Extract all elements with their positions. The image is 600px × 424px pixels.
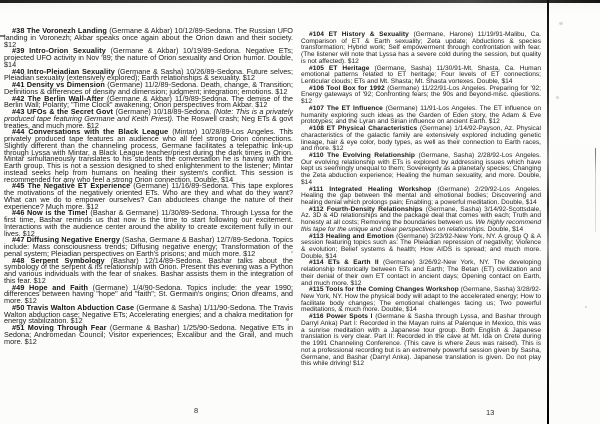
entry-title: #43 UFOs & the Secret Govt xyxy=(12,107,116,116)
catalog-entry xyxy=(4,109,293,129)
catalog-entry xyxy=(301,234,541,261)
entry-title: #51 Moving Through Fear xyxy=(12,323,110,332)
entry-description: (Germane) 2/29/92-Los Angeles. Healing the gap between the mental and emotional bodies; Discovering and healing denial which prolongs pain; Enabling; a powerful meditation. Double, $14 xyxy=(301,185,541,206)
left-page-column xyxy=(4,28,293,345)
scan-artifact xyxy=(595,148,596,232)
entry-title: #107 The ET Influence xyxy=(309,104,386,112)
entry-description: (Germane & Bashar) 1/25/90-Sedona. Negative ETs in Sedona; Andromedan Council; Visitor experiences; Excalibur and the Grail, and much more. $12 xyxy=(4,323,294,346)
catalog-entry xyxy=(301,314,541,368)
page-edge-line xyxy=(547,0,549,424)
entry-description: (Mintar) 10/28/89-Los Angeles. This privately produced tape features an audience who all feel strong Orion connections. Slightly different than the channeling process, Germane facilitates a telepathic link-up through Lyssa with Mintar, a Black League teacher/priest during the dark times in Orion. Mintar simultaneously translates to his students the conversation he is having with the Earth group. This is not a session designed to shed enlightenment to the listener; Mintar instead seeks help from humans on healing their system's conflict. This session is recommended for any who feel a strong Orion connection. Double, $14 xyxy=(4,127,293,184)
entry-title: #113 Healing and Emotion xyxy=(309,232,397,240)
entry-description: (Germane) 11/2/89-Sedona. Death, change, & Transition; Definitions & differences of density and dimension; judgment; integration; emotions. $12 xyxy=(4,80,294,96)
catalog-entry xyxy=(301,32,541,66)
catalog-entry xyxy=(301,260,541,287)
catalog-entry xyxy=(301,66,541,86)
scan-speck xyxy=(585,306,587,308)
entry-title: #45 The Negative ET Experience xyxy=(12,181,134,191)
entry-description: (Germane) 3/26/92-New York, NY. The developing relationship historically between ETs and Earth; The Betan (ET) civilization and their denial of their own ET contact in ancient days; Opening contact on Earth, and much more. $12 xyxy=(301,259,541,287)
entry-description: (Germane & Akbar) 10/12/89-Sedona. The Russian UFO landing in Voronezh; Akbar speaks once again about the Orion dawn and their society. $12 xyxy=(4,26,293,49)
entry-description: (Germane, Sasha) 3/28/92-New York, NY. How the physical body will adapt to the accelerated energy; How to facilitate body changes; The emotional challenges facing us; Two powerful meditations, & much more. Double, $14 xyxy=(301,286,542,314)
scan-speck xyxy=(559,22,563,25)
page-number-left: 8 xyxy=(194,406,199,415)
entry-title: #50 Travis Walton Abduction Case xyxy=(12,302,137,312)
catalog-entry xyxy=(4,129,293,183)
entry-description: (Germane) 11/22/91-Los Angeles. Preparing for '92; Energy gateways of '92; Confronting fears; the 90s and beyond-misc. questions. $12 xyxy=(301,84,541,106)
entry-title: #38 The Voronezh Landing xyxy=(12,26,110,35)
entry-description: (Germane & Akbar) 11/9/89-Sedona. The demise of the Berlin Wall; Polarity; "Time Clock" awakening; Orion perspectives from Akbar. $12 xyxy=(4,93,293,110)
entry-description: The Roswell crash; Neg ETs & govt treaties, and much more. $12 xyxy=(4,113,293,130)
entry-description: (Bashar & Germane) 11/30/89-Sedona. Through Lyssa for the first time, Bashar reminds us that now is the time to start following our excitement. Interactions with the audience center around the ability to create excitement fully in our lives. $12 xyxy=(4,208,293,238)
entry-description: (Germane) 11/91-Los Angeles. The ET influence on humanity exploring such ideas as the Garden of Eden story, the Adam & Eve prototypes; and the Lyran and Sirian influence on ancient Earth. $12 xyxy=(301,104,542,126)
entry-description: (Germane) 11/16/89-Sedona. This tape explores the motivations of the negatively oriented ETs. Who are they and what do they want? What can we do to empower ourselves? Can abductees change the nature of their experience? Much more. $12 xyxy=(4,181,293,211)
entry-note-italic: We highly recommend this tape for the unique and clear perspectives on relationships. xyxy=(301,219,541,233)
catalog-entry xyxy=(4,302,294,326)
catalog-entry xyxy=(4,237,293,257)
entry-description: (Germane & Akbar) 10/19/89-Sedona. Negative ETs; projected UFO activity in Nov '89; the nature of Orion sexuality and Orion humor. Double, $14 xyxy=(4,46,293,69)
entry-description: (Sasha, Germane & Bashar) 12/7/89-Sedona. Topics include: Mass consciousness trends; Diffusing negative energy; Transformation of the penal system; Pleiadian perspectives on Earth's prisons; and much more. $12 xyxy=(4,235,293,258)
entry-title: #116 Power Spots I xyxy=(309,313,376,321)
entry-description: (Germane) 3/23/92-New York, NY. A group Q & A session featuring topics such as: The Pleiadian repression of negativity; Violence & evolution; Belief systems & health; How AIDS is spread; and much more. Double, $14 xyxy=(301,232,541,260)
entry-title: #42 The Berlin Wall-After xyxy=(12,93,107,103)
entry-description: (Germane, Harone) 11/19/91-Malibu, Ca. Comparison of ET & Earth sexuality; Zeta update; Abductions & species transformation; Hybrid work; Self empowerment through confrontation with fear. (The listener will note that Lyssa has a severe cold during the session, but quality is not affected). $12 xyxy=(301,31,541,65)
entry-title: #114 ETs & Earth II xyxy=(309,259,383,267)
entry-title: #105 ET Heritage xyxy=(309,64,375,72)
entry-title: #115 Tools for the Coming Changes Workshop xyxy=(309,286,461,294)
entry-description: (Germane) 10/18/89-Sedona. xyxy=(115,107,214,116)
catalog-entry xyxy=(4,255,293,285)
entry-title: #47 Diffusing Negative Energy xyxy=(12,235,123,245)
scan-top-edge-artifact xyxy=(0,0,600,3)
entry-description: (Germane, Sasha) 3/14/92-Scottsdale, Az. 3D & 4D relationships and the package deal that comes with each; Truth and honesty at all costs; Removing the boundaries between us. xyxy=(301,205,541,227)
entry-title: #46 Now is the Time! xyxy=(12,208,91,218)
entry-description: (Germane & Sasha through Lyssa, and Bashar through Darryl Anka) Part I: Recorded in the Mayan ruins at Palenque in Mexico, this was a sunrise meditation with a Japanese tour group. Both English & Japanese translation is very clear. Part II: Recorded in the cave at Mt. Ida on Crete during the 1991 Channeling Conference. (This cave is where Zeus was raised). This is not a professional recording but is an extremely powerful session given by Sasha, Germane, and Bashar (Darryl Anka). Japanese translation is given. Do not play this while driving! $12 xyxy=(301,313,541,368)
catalog-entry xyxy=(301,86,541,106)
entry-title: #111 Integrated Healing Workshop xyxy=(309,185,438,193)
entry-title: #106 Tool Box for 1992 xyxy=(309,84,388,92)
entry-description: (Germane & Sasha) 1/11/90-Sedona. The Travis Walton abduction case; Negative ETs; Accelerating energies; and a chakra meditation for energy stabilization. $12 xyxy=(4,302,294,326)
catalog-entry xyxy=(301,106,541,126)
entry-title: #48 Serpent Symbology xyxy=(12,255,111,265)
entry-title: #110 The Evolving Relationship xyxy=(309,151,419,159)
entry-description: (Germane, Sasha) 11/30/91-Mt. Shasta, Ca. Human emotional patterns related to ET heritage; Four levels of ET connections; Lenticular clouds; ETs and Mt. Shasta; Mt. Shasta vortexes. Double, $14 xyxy=(301,64,541,86)
page-number-right: 13 xyxy=(486,408,495,417)
entry-description: Double, $14 xyxy=(485,225,524,233)
catalog-entry xyxy=(301,187,541,207)
entry-title: #40 Intro-Pleiadian Sexuality xyxy=(12,66,118,76)
entry-title: #104 ET History & Sexuality xyxy=(309,31,414,38)
catalog-entry xyxy=(301,207,541,234)
entry-description: (Bashar) 12/14/89-Sedona. Bashar talks about the symbology of the serpent & its relationship with Orion. Present this evening was a Python and various individuals with the fear of snakes. Bashar assists them in the integration of this fear. $12 xyxy=(4,255,293,285)
entry-description: (Germane & Sasha) 10/26/89-Sedona. Future selves; Pleiadian sexuality (extensively explored); Earth relationships & sexuality. $12 xyxy=(4,66,293,83)
entry-description: (Germane) 1/14/92-Payson, Az. Physical characteristics of the galactic family are extensively explored including genetic lineage, hair & eye color, body types, as well as their connection to Earth races, and more. $12 xyxy=(301,125,541,153)
entry-note-italic: (Note: This is a privately produced tape featuring Germane and Keith Priest). xyxy=(4,107,294,123)
entry-description: (Germane, Sasha) 2/28/92-Los Angeles. Our evolving relationship with ETs is explored by addressing issues which have kept us seemingly unequal to them; Sovereignty as a planetary species; Changing the Zeta abduction experience; Healing the human sexuality, and more. Double, $14 xyxy=(301,151,541,186)
entry-title: #112 Fourth-Density Relationships xyxy=(309,205,426,213)
entry-title: #41 Density vs Dimension xyxy=(12,80,108,89)
entry-description: (Germane) 1/4/90-Sedona. Topics include: the year 1990; differences between having "hope" and "faith"; St. Germain's origins; Orion dreams, and more. $12 xyxy=(4,282,293,305)
catalog-entry xyxy=(301,126,541,153)
entry-title: #49 Hope and Faith xyxy=(12,282,93,292)
catalog-entry xyxy=(4,325,293,345)
scan-speck xyxy=(556,96,559,99)
catalog-entry xyxy=(301,153,541,187)
catalog-entry xyxy=(4,282,293,305)
entry-title: #39 Intro-Orion Sexuality xyxy=(12,46,111,56)
right-page-column xyxy=(301,32,541,368)
entry-title: #108 ET Physical Characteristics xyxy=(309,125,420,133)
catalog-entry xyxy=(4,48,293,68)
catalog-entry xyxy=(4,28,293,48)
catalog-entry xyxy=(4,210,293,237)
catalog-entry xyxy=(301,287,541,314)
catalog-entry xyxy=(4,183,293,210)
entry-title: #44 Conversations with the Black League xyxy=(12,127,173,137)
